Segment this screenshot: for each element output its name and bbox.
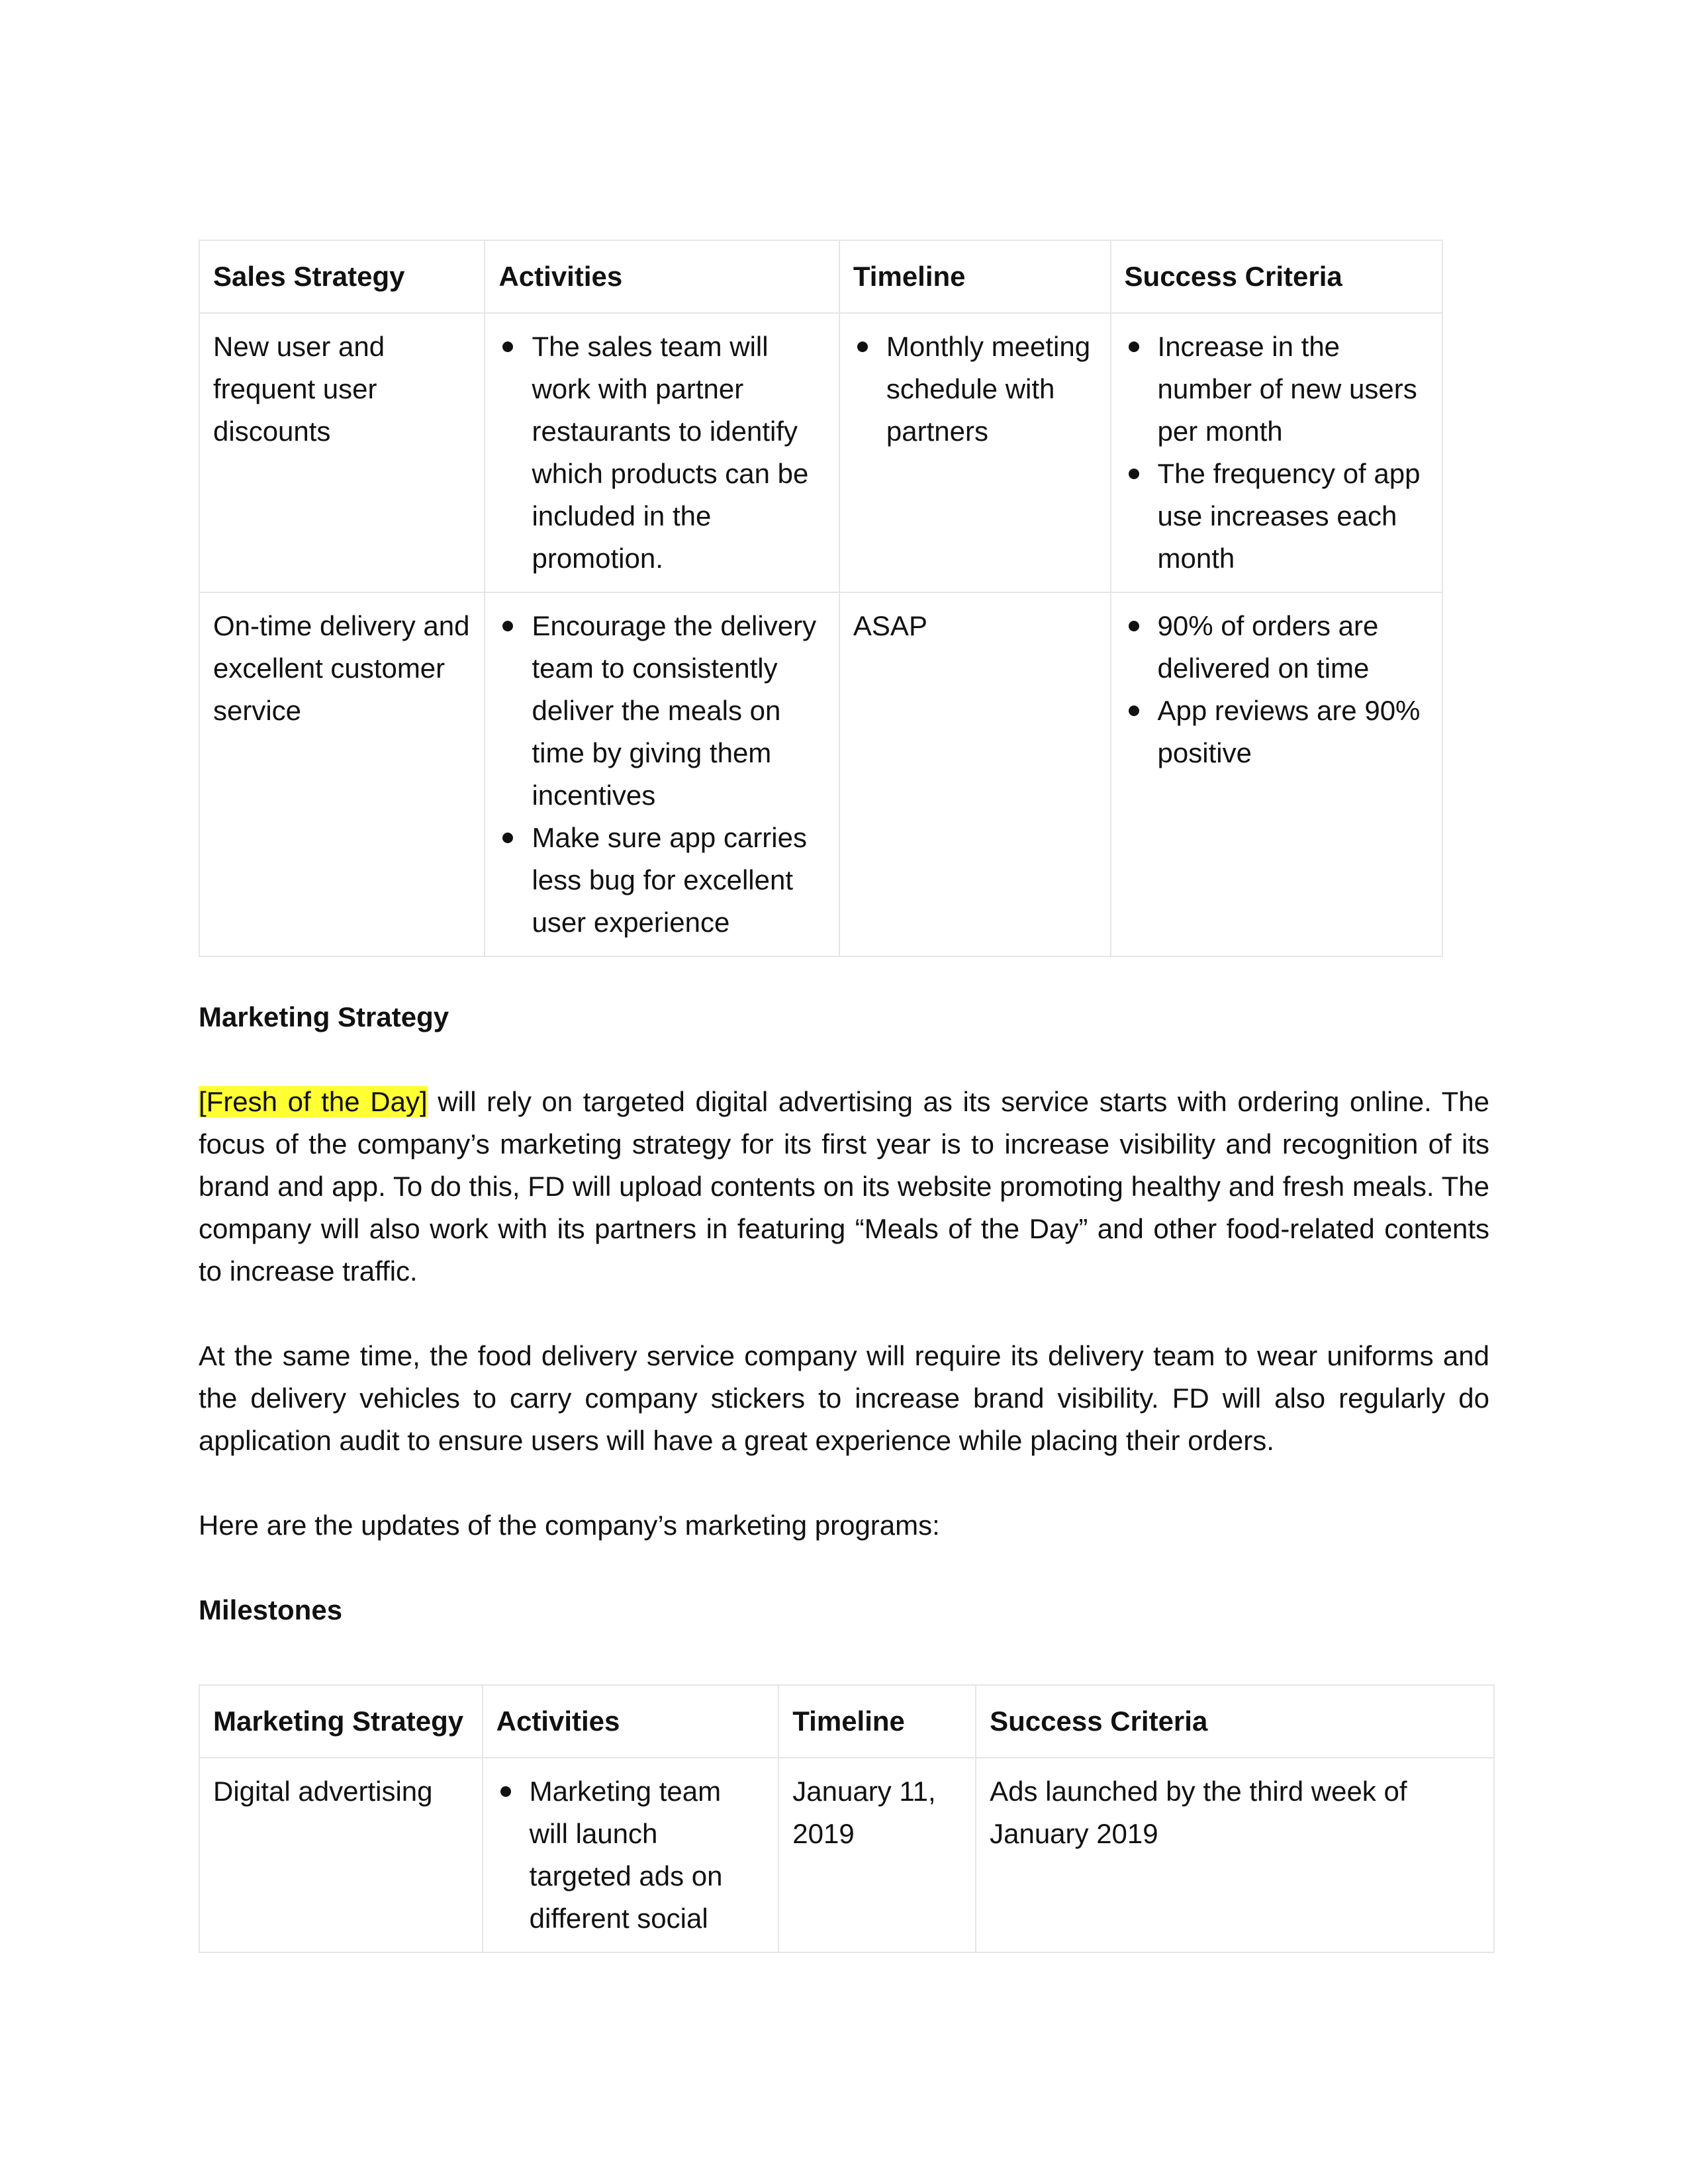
bullet-item: The frequency of app use increases each month [1125, 453, 1429, 580]
timeline-cell: January 11, 2019 [778, 1758, 976, 1952]
column-header: Success Criteria [1111, 240, 1442, 313]
table-header-row [199, 1685, 1494, 1758]
column-header: Success Criteria [976, 1685, 1494, 1758]
bullet-item: Marketing team will launch targeted ads on different social [496, 1770, 765, 1940]
paragraph [199, 1081, 1489, 1293]
paragraph: At the same time, the food delivery service company will require its delivery team to wear uniforms and the delivery vehicles to carry company stickers to increase brand visibility. FD will also regularly do application audit to ensure users will have a great experience while placing their orders. [199, 1340, 1489, 1456]
bullet-item: App reviews are 90% positive [1125, 690, 1429, 774]
paragraph: Here are the updates of the company’s marketing programs: [199, 1510, 940, 1541]
marketing-strategy-table [199, 1684, 1495, 1953]
bullet-item: Monthly meeting schedule with partners [853, 326, 1097, 453]
column-header: Timeline [778, 1685, 976, 1758]
activities-cell [485, 313, 839, 592]
paragraph-text: will rely on targeted digital advertising as its service starts with ordering online. The focus of the company’s marketing strategy for its first year is to increase visibility and recognition of its brand and app. To do this, FD will upload contents on its website promoting healthy and fresh meals. The company will also work with its partners in featuring “Meals of the Day” and other food-related contents to increase traffic. [199, 1086, 1489, 1287]
bullet-item: Increase in the number of new users per month [1125, 326, 1429, 453]
column-header: Activities [483, 1685, 779, 1758]
column-header: Activities [485, 240, 839, 313]
success-criteria-cell [1111, 592, 1442, 956]
table-row [199, 1758, 1494, 1952]
section-heading: Milestones [199, 1594, 343, 1625]
table-row [199, 592, 1442, 956]
column-header: Timeline [839, 240, 1111, 313]
bullet-item: Encourage the delivery team to consistently deliver the meals on time by giving them incentives [498, 605, 825, 817]
section-heading: Marketing Strategy [199, 1001, 449, 1032]
strategy-cell: New user and frequent user discounts [199, 313, 485, 592]
strategy-cell: On-time delivery and excellent customer service [199, 592, 485, 956]
success-criteria-cell [1111, 313, 1442, 592]
bullet-item: 90% of orders are delivered on time [1125, 605, 1429, 690]
column-header: Sales Strategy [199, 240, 485, 313]
column-header: Marketing Strategy [199, 1685, 483, 1758]
highlighted-company-name: [Fresh of the Day] [199, 1086, 428, 1117]
success-criteria-cell: Ads launched by the third week of January 2019 [976, 1758, 1494, 1952]
activities-cell [485, 592, 839, 956]
bullet-item: The sales team will work with partner restaurants to identify which products can be included in the promotion. [498, 326, 825, 580]
strategy-cell: Digital advertising [199, 1758, 483, 1952]
timeline-cell [839, 313, 1111, 592]
timeline-cell: ASAP [839, 592, 1111, 956]
sales-strategy-table [199, 240, 1443, 957]
bullet-item: Make sure app carries less bug for excellent user experience [498, 817, 825, 944]
table-header-row [199, 240, 1442, 313]
table-row [199, 313, 1442, 592]
activities-cell [483, 1758, 779, 1952]
